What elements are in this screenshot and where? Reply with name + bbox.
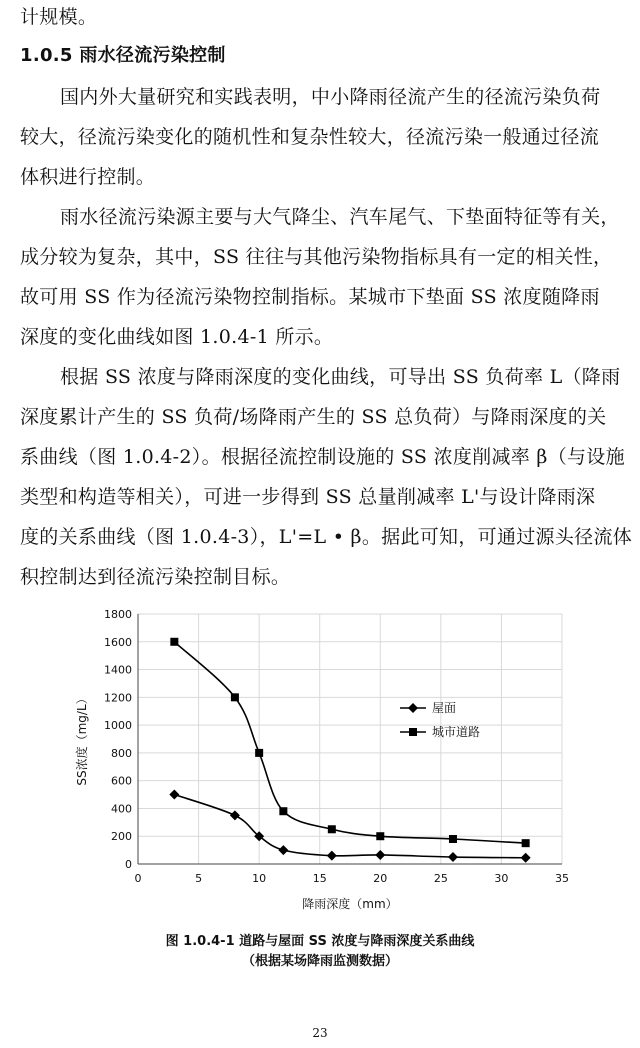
- y-tick-label: 600: [111, 774, 132, 788]
- data-point-roof: [230, 810, 240, 820]
- paragraph-3-line-6: 积控制达到径流污染控制目标。: [20, 566, 291, 588]
- data-point-road: [376, 832, 384, 840]
- data-point-road: [279, 807, 287, 815]
- series-line-roof: [174, 795, 525, 858]
- paragraph-1-line-1: 国内外大量研究和实践表明，中小降雨径流产生的径流污染负荷: [60, 86, 601, 108]
- x-axis-label: 降雨深度（mm）: [302, 897, 398, 911]
- y-axis-label: SS浓度（mg/L）: [75, 692, 89, 786]
- x-tick-label: 25: [433, 872, 448, 885]
- paragraph-3-line-5: 度的关系曲线（图 1.0.4-3），L'=L • β。据此可知，可通过源头径流体: [20, 526, 633, 548]
- data-point-roof: [375, 850, 385, 860]
- legend-label: 城市道路: [432, 725, 481, 739]
- section-heading: 1.0.5 雨水径流污染控制: [20, 45, 226, 66]
- x-tick-label: 5: [195, 872, 203, 885]
- paragraph-2-line-4: 深度的变化曲线如图 1.0.4-1 所示。: [20, 326, 334, 348]
- paragraph-1-line-3: 体积进行控制。: [20, 166, 156, 188]
- y-tick-label: 1200: [104, 691, 132, 705]
- data-point-road: [255, 749, 263, 757]
- paragraph-2-line-3: 故可用 SS 作为径流污染物控制指标。某城市下垫面 SS 浓度随降雨: [20, 286, 600, 308]
- y-tick-label: 400: [111, 802, 132, 816]
- figure-subcaption: （根据某场降雨监测数据）: [241, 954, 398, 969]
- data-point-road: [328, 825, 336, 833]
- paragraph-2-line-2: 成分较为复杂，其中，SS 往往与其他污染物指标具有一定的相关性，: [20, 246, 613, 268]
- data-point-road: [449, 835, 457, 843]
- paragraph-3-line-4: 类型和构造等相关），可进一步得到 SS 总量削减率 L'与设计降雨深: [20, 486, 596, 508]
- page-number: 23: [312, 1026, 328, 1040]
- paragraph-1-line-2: 较大，径流污染变化的随机性和复杂性较大，径流污染一般通过径流: [20, 126, 600, 148]
- legend-label: 屋面: [432, 701, 457, 715]
- paragraph-3-line-3: 系曲线（图 1.0.4-2）。根据径流控制设施的 SS 浓度削减率 β（与设施: [20, 446, 625, 468]
- data-point-roof: [327, 851, 337, 861]
- y-tick-label: 1600: [104, 635, 132, 649]
- figure-caption: 图 1.0.4-1 道路与屋面 SS 浓度与降雨深度关系曲线: [165, 934, 475, 949]
- x-tick-label: 15: [312, 872, 327, 885]
- data-point-roof: [278, 845, 288, 855]
- ss-concentration-chart: [70, 600, 580, 920]
- y-tick-label: 1000: [104, 719, 132, 733]
- paragraph-2-line-1: 雨水径流污染源主要与大气降尘、汽车尾气、下垫面特征等有关，: [60, 206, 620, 228]
- x-tick-label: 35: [555, 872, 569, 885]
- y-tick-label: 0: [125, 858, 132, 871]
- paragraph-3-line-1: 根据 SS 浓度与降雨深度的变化曲线，可导出 SS 负荷率 L（降雨: [60, 366, 621, 388]
- y-tick-label: 200: [111, 830, 132, 844]
- x-tick-label: 10: [252, 872, 267, 885]
- x-tick-label: 30: [494, 872, 509, 885]
- legend-marker: [408, 703, 418, 713]
- data-point-road: [522, 839, 530, 847]
- data-point-road: [170, 638, 178, 646]
- line-0: 计规模。: [20, 6, 98, 28]
- series-line-road: [174, 642, 525, 843]
- y-tick-label: 800: [111, 746, 132, 760]
- data-point-roof: [448, 852, 458, 862]
- data-point-roof: [169, 790, 179, 800]
- data-point-roof: [521, 853, 531, 863]
- x-tick-label: 0: [134, 872, 142, 885]
- data-point-road: [231, 693, 239, 701]
- y-tick-label: 1400: [104, 663, 132, 677]
- y-tick-label: 1800: [104, 608, 132, 621]
- legend-marker: [409, 728, 417, 736]
- x-tick-label: 20: [373, 872, 388, 885]
- paragraph-3-line-2: 深度累计产生的 SS 负荷/场降雨产生的 SS 总负荷）与降雨深度的关: [20, 406, 607, 428]
